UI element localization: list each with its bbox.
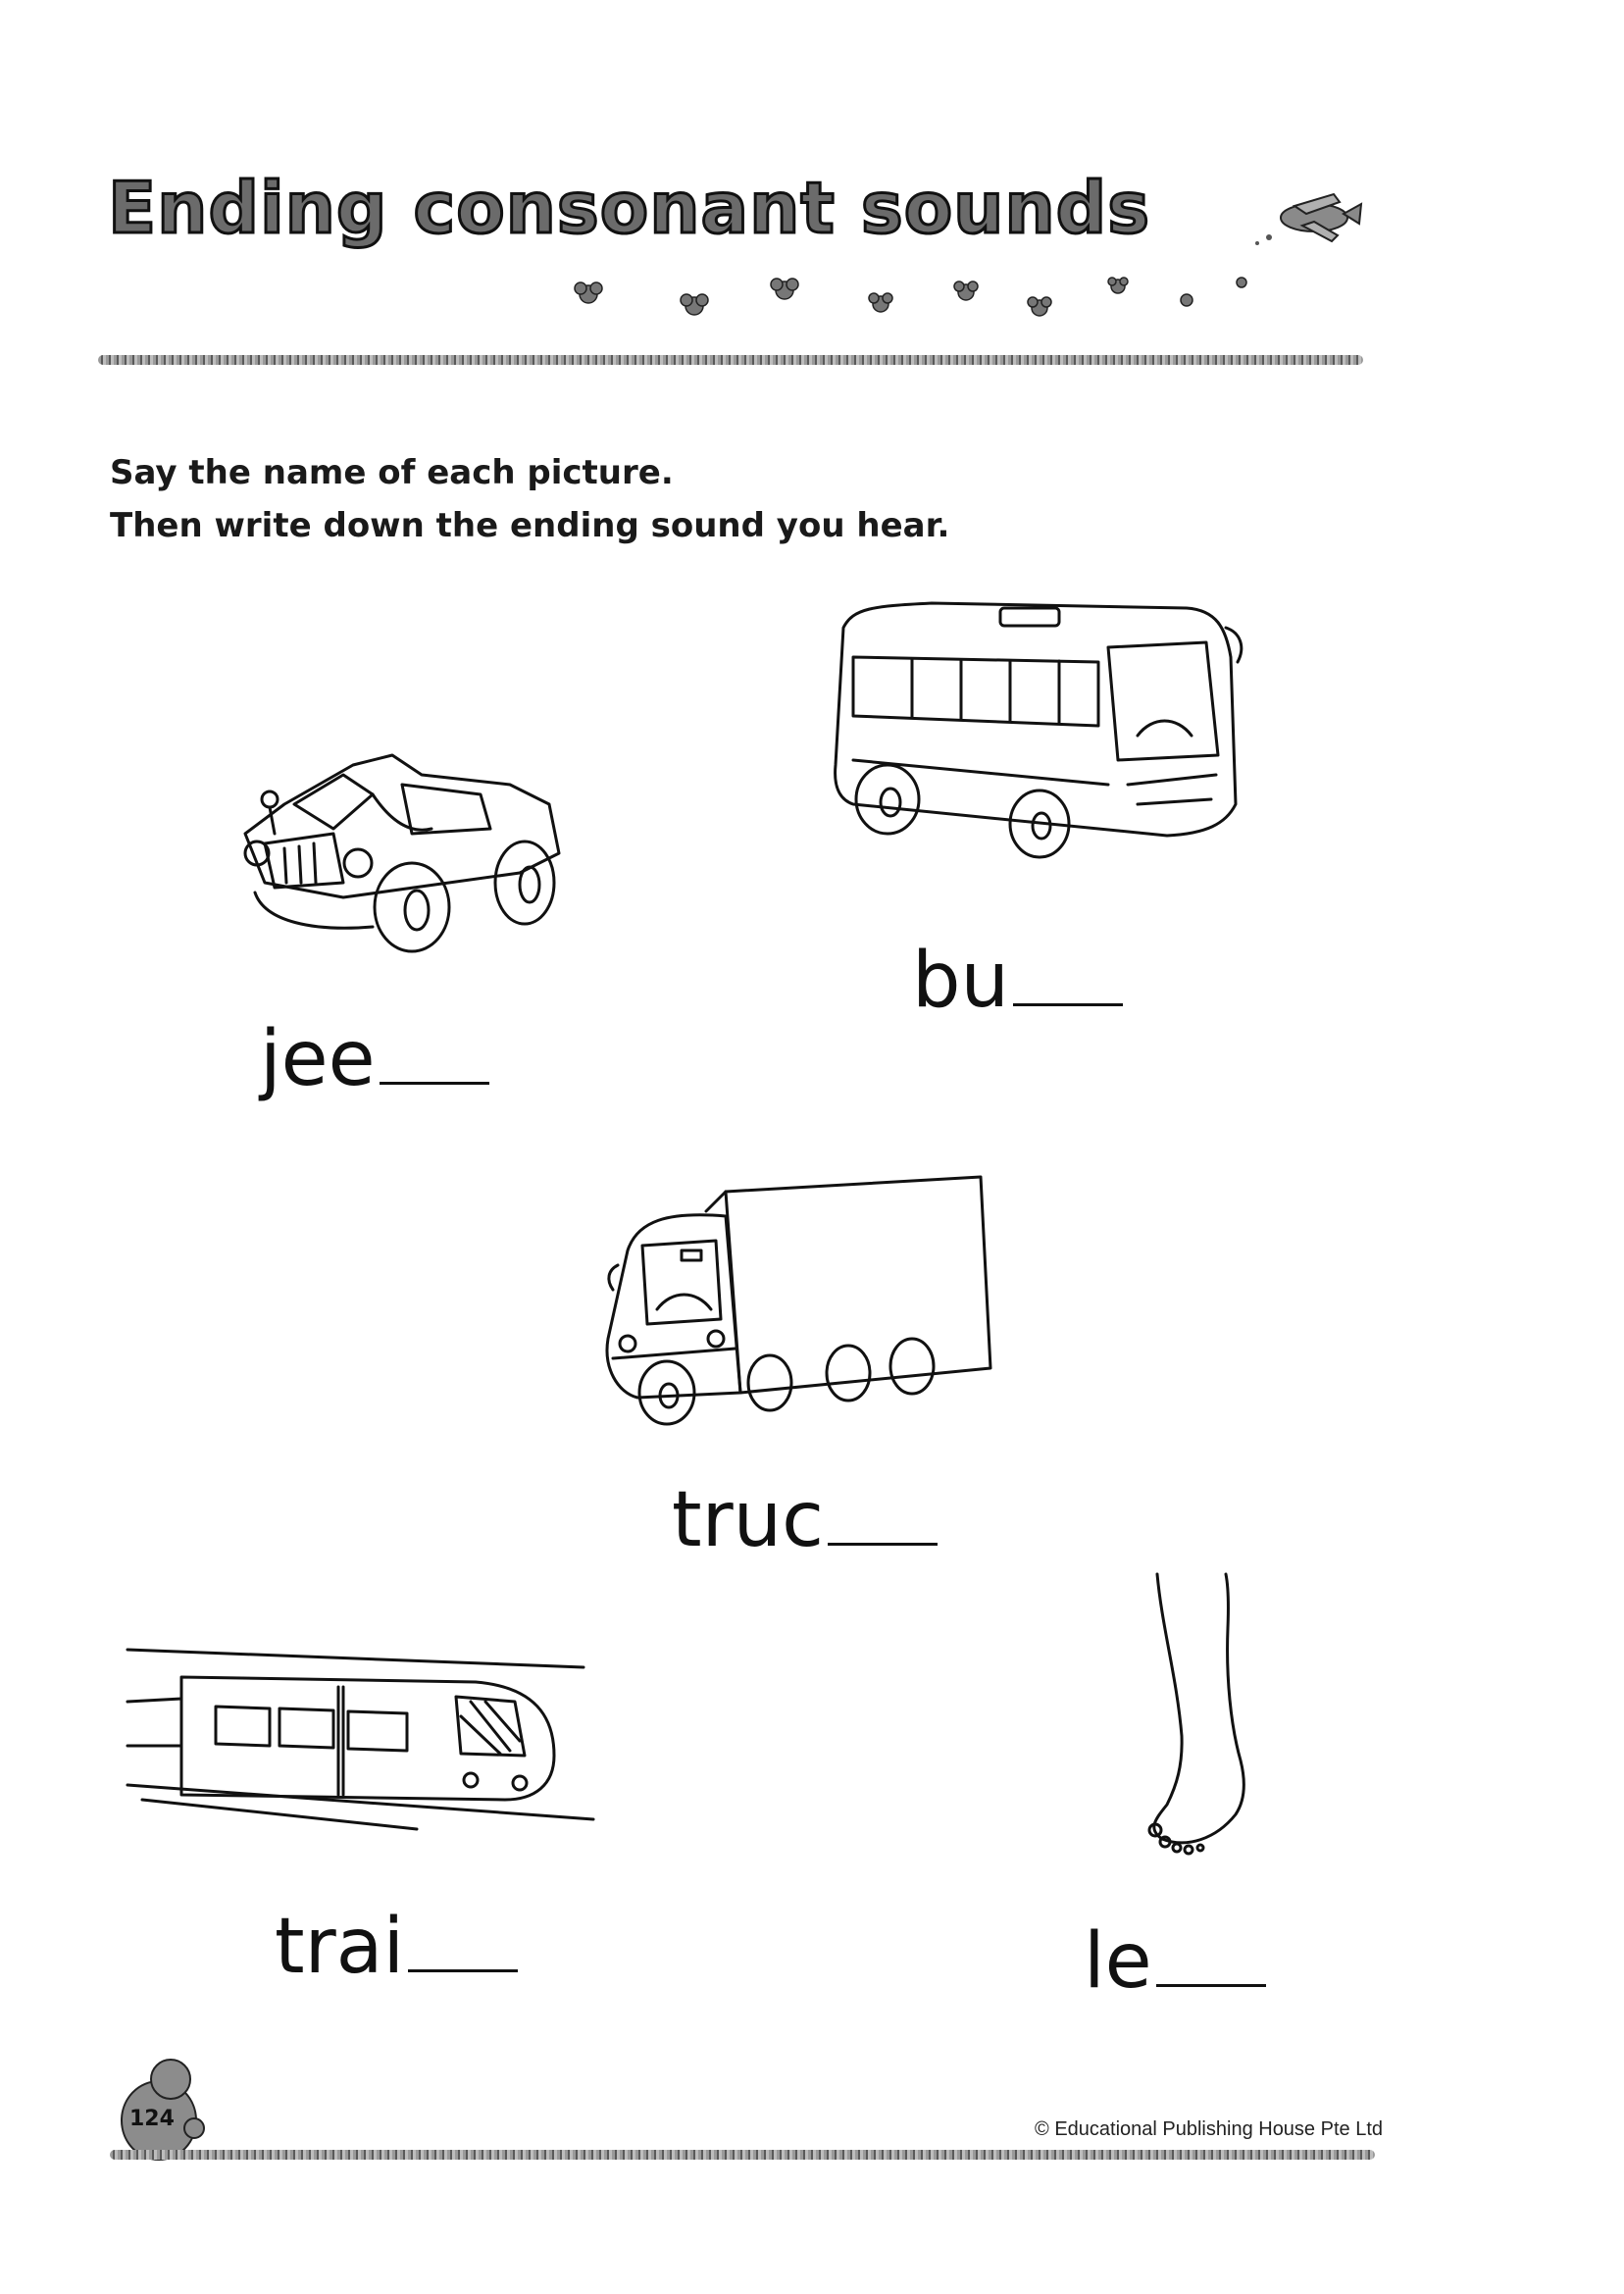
page-title: Ending consonant sounds — [108, 167, 1151, 249]
answer-blank-bus[interactable] — [1013, 1002, 1123, 1006]
answer-blank-jeep[interactable] — [380, 1081, 489, 1085]
answer-blank-truck[interactable] — [828, 1542, 938, 1546]
word-prefix-leg: le — [1084, 1917, 1152, 2006]
flower-trail-decoration — [569, 265, 1275, 324]
page-number: 124 — [129, 2107, 175, 2131]
word-prefix-truck: truc — [672, 1476, 824, 1564]
bus-icon — [814, 588, 1255, 873]
word-leg — [1084, 1917, 1266, 2006]
leg-icon — [1118, 1569, 1275, 1873]
bottom-divider — [110, 2150, 1375, 2160]
answer-blank-train[interactable] — [408, 1968, 518, 1972]
word-prefix-jeep: jee — [260, 1015, 376, 1103]
top-divider — [98, 355, 1363, 365]
answer-blank-leg[interactable] — [1156, 1983, 1266, 1987]
instruction-line-1: Say the name of each picture. — [110, 453, 674, 492]
train-icon — [123, 1638, 603, 1844]
instruction-line-2: Then write down the ending sound you hear. — [110, 506, 950, 545]
airplane-icon — [1245, 177, 1383, 255]
copyright-text: © Educational Publishing House Pte Ltd — [1035, 2118, 1383, 2140]
word-truck — [672, 1476, 938, 1564]
word-prefix-train: trai — [275, 1903, 405, 1991]
word-train — [275, 1903, 518, 1991]
word-bus — [912, 937, 1123, 1025]
instructions — [110, 446, 949, 552]
jeep-icon — [226, 726, 588, 961]
truck-icon — [598, 1172, 1000, 1437]
word-jeep — [260, 1015, 489, 1103]
word-prefix-bus: bu — [912, 937, 1009, 1025]
